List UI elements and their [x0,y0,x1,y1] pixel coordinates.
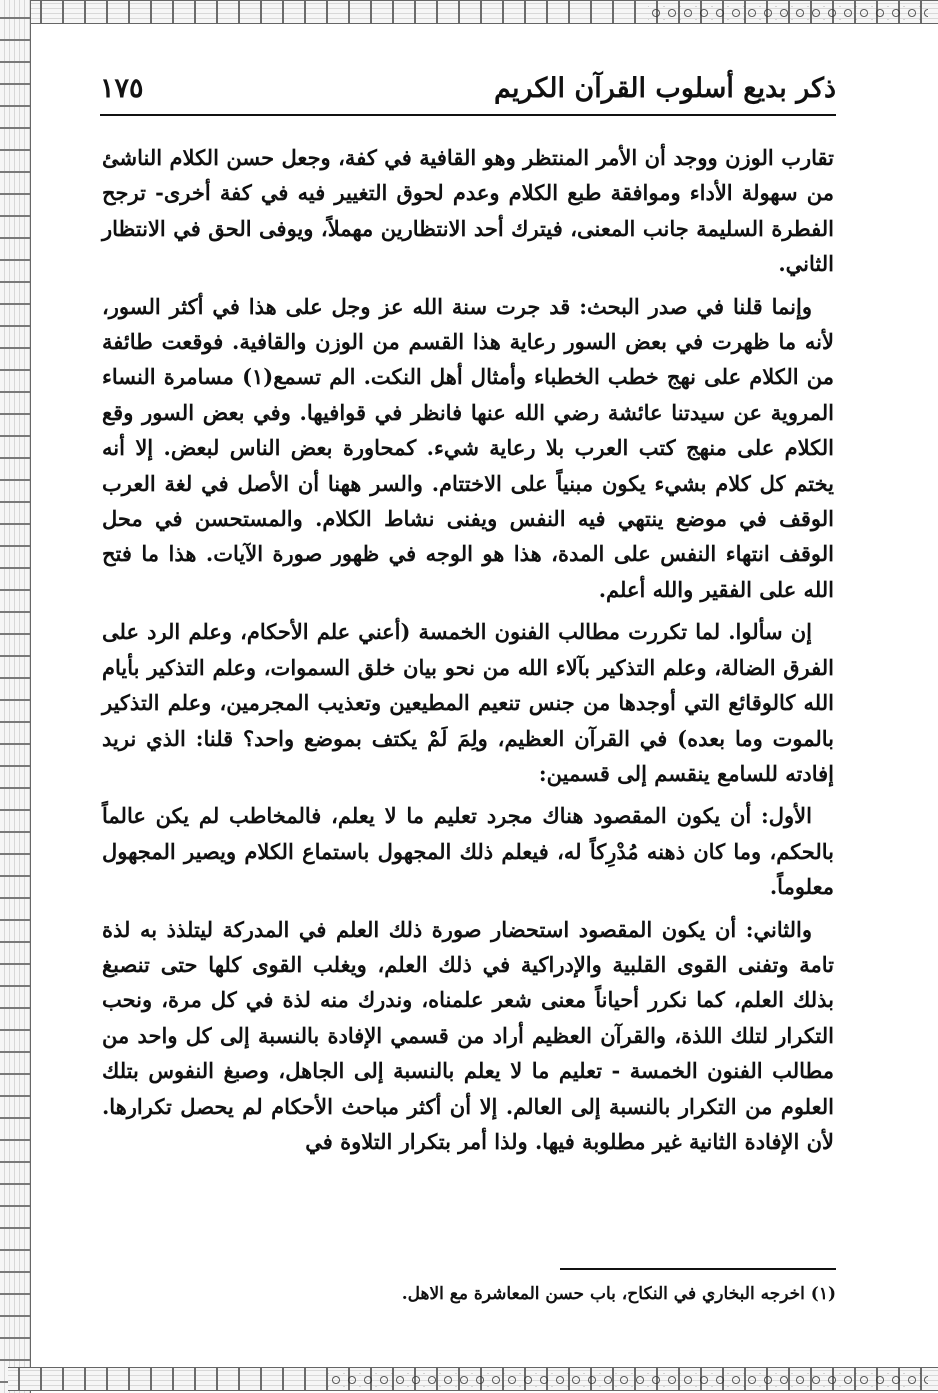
bottom-ring-ornament [328,1373,928,1387]
header-rule [100,114,836,116]
page-body [102,140,834,1166]
top-ring-ornament [648,6,928,20]
left-decorative-border [0,0,31,1393]
running-title: ذكر بديع أسلوب القرآن الكريم [493,72,836,104]
page-header [100,66,836,110]
paragraph-4: الأول: أن يكون المقصود هناك مجرد تعليم ما لا يعلم، فالمخاطب لم يكن عالماً بالحكم، وما كان ذهنه مُدْرِكاً له، فيعلم ذلك المجهول باستماع الكلام ويصير المجهول معلوماً. [102,803,834,900]
paragraph-5: والثاني: أن يكون المقصود استحضار صورة ذلك العلم في المدركة ليتلذذ به لذة تامة وتفنى القوى القلبية والإدراكية في ذلك العلم، ويغلب القوى كلها حتى تنصبغ بذلك العلم، كما نكرر أحياناً معنى شعر علمناه، وندرك منه لذة في كل مرة، ونحب التكرار لتلك اللذة، والقرآن العظيم أراد من قسمي الإفادة بالنسبة إلى كل واحد من مطالب الفنون الخمسة - تعليم ما لا يعلم بالنسبة إلى الجاهل، وصبغ النفوس بتلك العلوم من التكرار بالنسبة إلى العالم. إلا أن أكثر مباحث الأحكام لم يحصل تكرارها. لأن الإفادة الثانية غير مطلوبة فيها. ولذا أمر بتكرار التلاوة في [102,916,834,1154]
page-number: ١٧٥ [100,72,144,104]
footnote: (١) اخرجه البخاري في النكاح، باب حسن المعاشرة مع الاهل. [401,1284,836,1304]
paragraph-3: إن سألوا. لما تكررت مطالب الفنون الخمسة (أعني علم الأحكام، وعلم الرد على الفرق الضالة، وعلم التذكير بآلاء الله من نحو بيان خلق السموات، وعلم التذكير بأيام الله كالوقائع التي أوجدها من جنس تنعيم المطيعين وتعذيب المجرمين، وعلم التذكير بالموت وما بعده) في القرآن العظيم، ولِمَ لَمْ يكتف بموضع واحد؟ قلنا: الذي نريد إفادته للسامع ينقسم إلى قسمين: [102,619,834,786]
paragraph-1: تقارب الوزن ووجد أن الأمر المنتظر وهو القافية في كفة، وجعل حسن الكلام الناشئ من سهولة الأداء وموافقة طبع الكلام وعدم لحوق التغيير فيه في كفة أخرى- ترجح الفطرة السليمة جانب المعنى، فيترك أحد الانتظارين مهملاً، ويوفى الحق في الانتظار الثاني. [102,145,834,277]
paragraph-2: وإنما قلنا في صدر البحث: قد جرت سنة الله عز وجل على هذا في أكثر السور، لأنه ما ظهرت في بعض السور رعاية هذا القسم من الوزن والقافية. فوقعت طائفة من الكلام على نهج خطب الخطباء وأمثال أهل النكت. الم تسمع(١) مسامرة النساء المروية عن سيدتنا عائشة رضي الله عنها فانظر في قوافيها. وفي بعض السور وقع الكلام على منهج كتب العرب بلا رعاية شيء. كمحاورة بعض الناس لبعض. إلا أنه يختم كل كلام بشيء يكون مبنياً على الاختتام. والسر ههنا أن الأصل في لغة العرب الوقف في موضع ينتهي فيه النفس ويفنى نشاط الكلام. والمستحسن في محل الوقف انتهاء النفس على المدة، هذا هو الوجه في ظهور صورة الآيات. هذا ما فتح الله على الفقير والله أعلم. [102,293,834,602]
footnote-rule [560,1268,836,1270]
